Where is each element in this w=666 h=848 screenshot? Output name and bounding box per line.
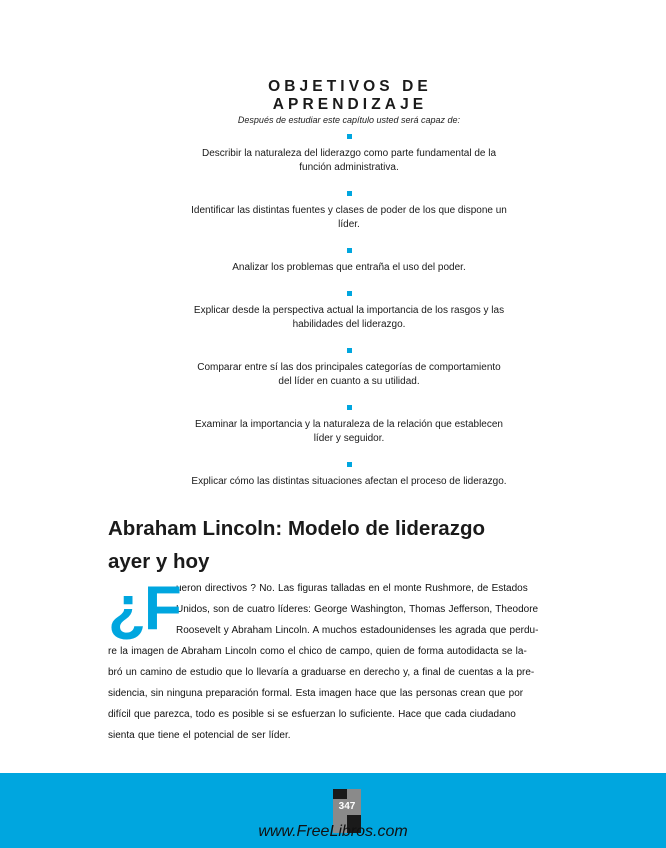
- article-title: [108, 512, 568, 578]
- objective-item: [190, 248, 508, 275]
- objectives-list: [190, 134, 508, 489]
- paragraph-line: re la imagen de Abraham Lincoln como el chico de campo, quien de forma autodidacta se la-: [108, 646, 527, 657]
- objective-item: [190, 191, 508, 232]
- paragraph-line: ueron directivos ? No. Las figuras talladas en el monte Rushmore, de Estados: [176, 583, 528, 594]
- page-box-accent: [333, 789, 347, 799]
- learning-objectives: [190, 78, 508, 505]
- page-number: 347: [338, 801, 356, 812]
- paragraph-line: Unidos, son de cuatro líderes: George Washington, Thomas Jefferson, Theodore: [176, 604, 539, 615]
- article-title-line: Abraham Lincoln: Modelo de liderazgo: [108, 517, 485, 540]
- objective-text: Explicar desde la perspectiva actual la importancia de los rasgos y las habilidades del liderazgo.: [193, 305, 505, 330]
- objective-item: [190, 462, 508, 489]
- square-bullet-icon: [347, 348, 352, 353]
- article-body: [108, 574, 588, 746]
- paragraph-line: Roosevelt y Abraham Lincoln. A muchos estadounidenses les agrada que perdu-: [176, 625, 539, 636]
- objective-text: Explicar cómo las distintas situaciones afectan el proceso de liderazgo.: [191, 476, 507, 487]
- paragraph-line: sidencia, sin ninguna preparación formal. Esta imagen hace que las personas crean que por: [108, 688, 524, 699]
- objective-item: [190, 291, 508, 332]
- objective-item: [190, 405, 508, 446]
- square-bullet-icon: [347, 191, 352, 196]
- square-bullet-icon: [347, 405, 352, 410]
- article-title-line: ayer y hoy: [108, 550, 210, 573]
- square-bullet-icon: [347, 462, 352, 467]
- objectives-title: OBJETIVOS DE APRENDIZAJE: [268, 78, 432, 113]
- paragraph-line: bró un camino de estudio que lo llevaría a graduarse en derecho y, a final de cuentas a la pre-: [108, 667, 535, 678]
- article-paragraph: [108, 574, 588, 746]
- paragraph-line: difícil que parezca, todo es posible si se esfuerzan lo suficiente. Hace que cada ciudadano: [108, 709, 516, 720]
- objectives-subtitle: Después de estudiar este capítulo usted será capaz de:: [237, 115, 461, 125]
- objective-text: Describir la naturaleza del liderazgo como parte fundamental de la función administrativa.: [201, 148, 497, 173]
- objective-item: [190, 348, 508, 389]
- watermark-link[interactable]: www.FreeLibros.com: [258, 823, 408, 840]
- paragraph-line: sienta que tiene el potencial de ser líder.: [108, 730, 291, 741]
- square-bullet-icon: [347, 248, 352, 253]
- objective-item: [190, 134, 508, 175]
- objective-text: Analizar los problemas que entraña el uso del poder.: [232, 262, 466, 273]
- objective-text: Examinar la importancia y la naturaleza de la relación que establecen líder y seguidor.: [195, 419, 503, 444]
- square-bullet-icon: [347, 134, 352, 139]
- objective-text: Comparar entre sí las dos principales categorías de comportamiento del líder en cuanto a su utilidad.: [197, 362, 501, 387]
- square-bullet-icon: [347, 291, 352, 296]
- drop-cap: ¿F: [108, 574, 180, 643]
- objective-text: Identificar las distintas fuentes y clases de poder de los que dispone un líder.: [191, 205, 507, 230]
